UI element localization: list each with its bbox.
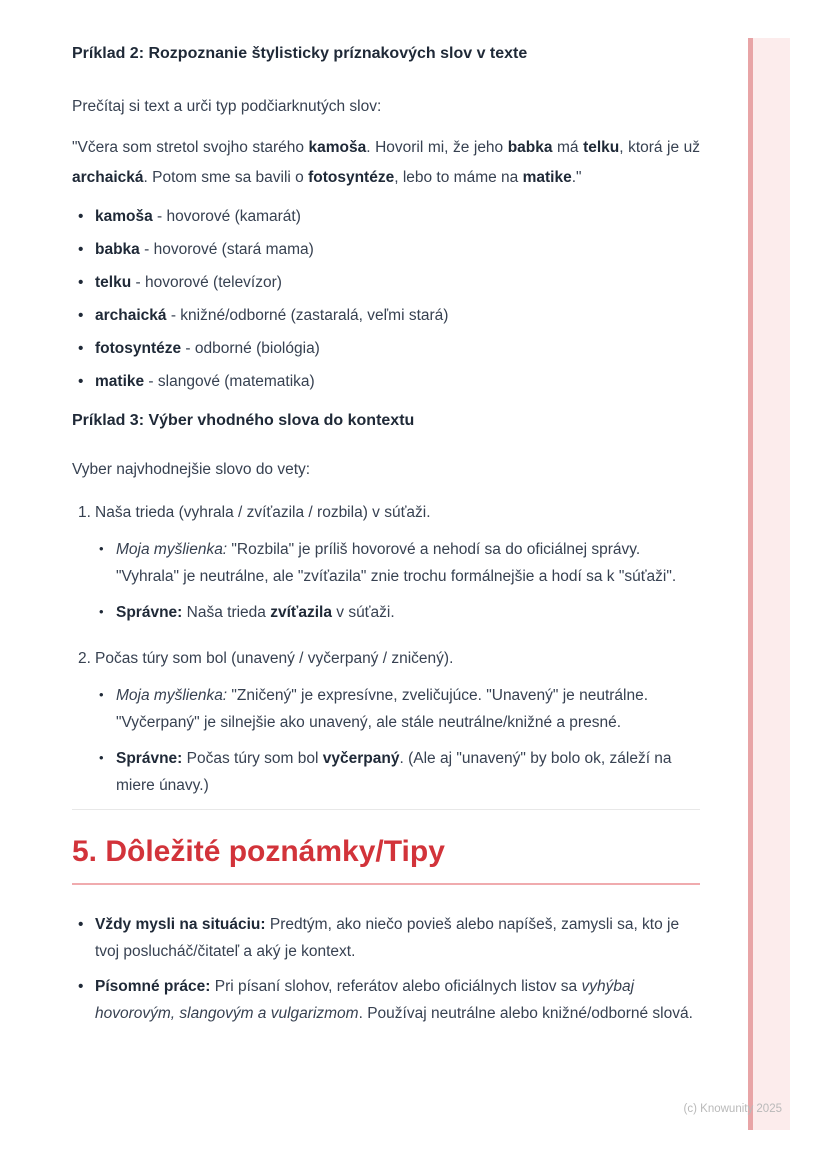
page-edge-bar-light xyxy=(753,38,790,1130)
exercise-item xyxy=(72,644,700,799)
exercise-notes xyxy=(99,682,700,799)
answer-item: • Správne: Počas túry som bol vyčerpaný. (Ale aj "unavený" by bolo ok, záleží na miere únavy.) xyxy=(99,745,700,799)
exercise-number: 2. xyxy=(78,650,91,667)
tip-item: • Písomné práce: Pri písaní slohov, referátov alebo oficiálnych listov sa vyhýbaj hovorovým, slangovým a vulgarizmom. Používaj neutrálne alebo knižné/odborné slová. xyxy=(72,973,700,1027)
word-type-list xyxy=(72,202,700,397)
tips-list xyxy=(72,911,700,1027)
example2-quote: "Včera som stretol svojho starého kamoša. Hovoril mi, že jeho babka má telku, ktorá je už archaická. Potom sme sa bavili o fotosyntéze, lebo to máme na matike." xyxy=(72,139,700,186)
example3-intro: Vyber najvhodnejšie slovo do vety: xyxy=(72,461,311,478)
exercise-list xyxy=(72,498,700,799)
exercise-item xyxy=(72,498,700,626)
answer-item: • Správne: Naša trieda zvíťazila v súťaži. xyxy=(99,599,700,626)
exercise-number: 1. xyxy=(78,504,91,521)
exercise-notes xyxy=(99,536,700,626)
tips-heading: 5. Dôležité poznámky/Tipy xyxy=(72,834,700,885)
thought-item: • Moja myšlienka: "Zničený" je expresívne, zveličujúce. "Unavený" je neutrálne. "Vyčerpaný" je silnejšie ako unavený, ale stále neutrálne/knižné a presné. xyxy=(99,682,700,736)
example2-heading: Príklad 2: Rozpoznanie štylisticky príznakových slov v texte xyxy=(72,45,528,62)
section-divider xyxy=(72,809,700,810)
document-content xyxy=(72,44,700,1027)
list-item: • fotosyntéze - odborné (biológia) xyxy=(72,334,700,364)
thought-item: • Moja myšlienka: "Rozbila" je príliš hovorové a nehodí sa do oficiálnej správy. "Vyhrala" je neutrálne, ale "zvíťazila" znie trochu formálnejšie a hodí sa k "súťaži". xyxy=(99,536,700,590)
exercise-sentence: Naša trieda (vyhrala / zvíťazila / rozbila) v súťaži. xyxy=(95,504,431,521)
list-item: • babka - hovorové (stará mama) xyxy=(72,235,700,265)
page-edge-bar-dark xyxy=(748,38,753,1130)
copyright-watermark: (c) Knowunity 2025 xyxy=(683,1103,782,1115)
exercise-sentence: Počas túry som bol (unavený / vyčerpaný / zničený). xyxy=(95,650,454,667)
list-item: • matike - slangové (matematika) xyxy=(72,367,700,397)
tip-item: • Vždy mysli na situáciu: Predtým, ako niečo povieš alebo napíšeš, zamysli sa, kto je tvoj poslucháč/čitateľ a aký je kontext. xyxy=(72,911,700,965)
list-item: • kamoša - hovorové (kamarát) xyxy=(72,202,700,232)
example3-heading: Príklad 3: Výber vhodného slova do kontextu xyxy=(72,412,415,429)
list-item: • archaická - knižné/odborné (zastaralá, veľmi stará) xyxy=(72,301,700,331)
list-item: • telku - hovorové (televízor) xyxy=(72,268,700,298)
example2-intro: Prečítaj si text a urči typ podčiarknutých slov: xyxy=(72,98,382,115)
